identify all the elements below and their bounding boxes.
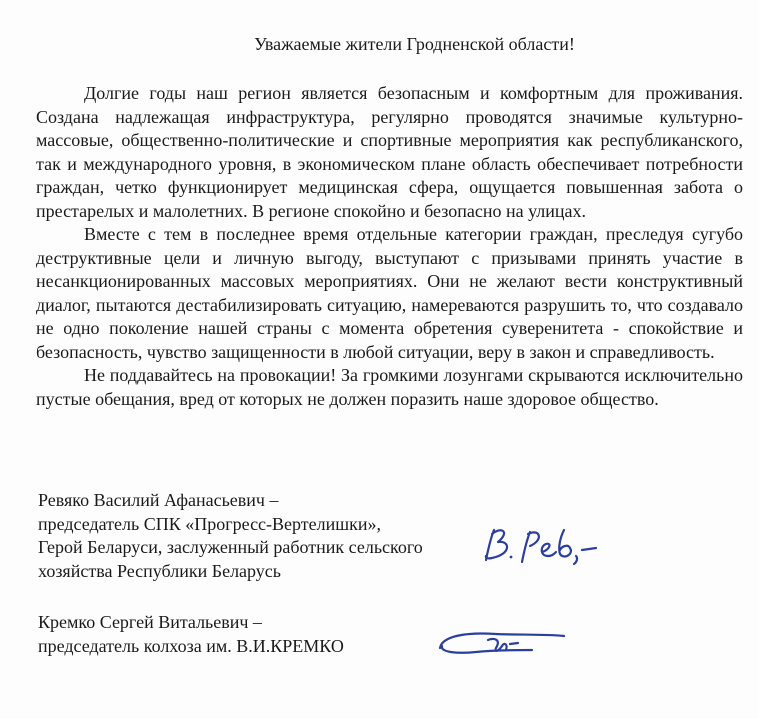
paragraph-2: Вместе с тем в последнее время отдельные категории граждан, преследуя сугубо деструктивные цели и личную выгоду, выступают с призывами принять участие в несанкционированных массовых мероприятиях. Они не желают вести конструктивный диалог, пытаются дестабилизировать ситуацию, намереваются разрушить то, что создавало не одно поколение нашей страны с момента обретения суверенитета - спокойствие и безопасность, чувство защищенности в любой ситуации, веру в закон и справедливость. bbox=[36, 224, 743, 362]
signatory-name: Кремко Сергей Витальевич – bbox=[38, 612, 262, 632]
paragraph-3: Не поддавайтесь на провокации! За громкими лозунгами скрываются исключительно пустые обещания, вред от которых не должен поразить наше здоровое общество. bbox=[36, 365, 743, 409]
signature-kremko bbox=[436, 626, 576, 662]
paragraph-1: Долгие годы наш регион является безопасным и комфортным для проживания. Создана надлежащая инфраструктура, регулярно проводятся значимые культурно-массовые, общественно-политические и спортивные мероприятия как республиканского, так и международного уровня, в экономическом плане область обеспечивает потребности граждан, четко функционирует медицинская сфера, ощущается повышенная забота о престарелых и малолетних. В регионе спокойно и безопасно на улицах. bbox=[36, 83, 743, 221]
letter-title: Уважаемые жители Гродненской области! bbox=[254, 34, 575, 54]
signatory-title-cont: хозяйства Республики Беларусь bbox=[38, 560, 281, 581]
signatory-position: председатель СПК «Прогресс-Вертелишки», bbox=[38, 513, 382, 534]
signature-revyako bbox=[478, 520, 608, 570]
signatory-title: Герой Беларуси, заслуженный работник сельского bbox=[38, 537, 423, 557]
signatory-position: председатель колхоза им. В.И.КРЕМКО bbox=[38, 635, 344, 656]
signatory-kremko bbox=[38, 611, 344, 658]
signatory-name: Ревяко Василий Афанасьевич – bbox=[38, 490, 279, 510]
signatory-revyako bbox=[38, 489, 423, 583]
letter-body bbox=[36, 82, 743, 411]
